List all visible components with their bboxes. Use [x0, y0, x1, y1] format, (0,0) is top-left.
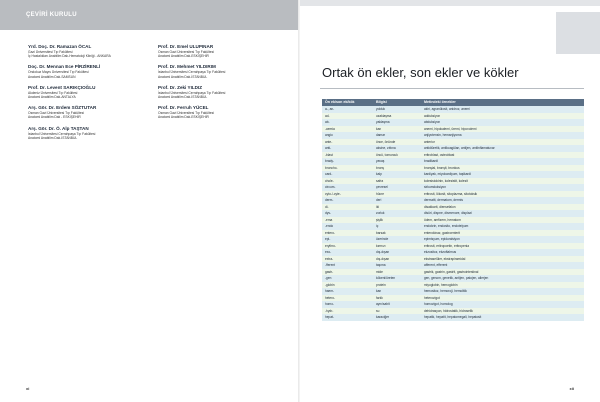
board-member [28, 64, 153, 78]
cell-examples: disüri, dispne, dismenore, displazi [424, 211, 472, 215]
cell-examples: anterior [424, 139, 435, 144]
cell-meaning: aksine, zıttına [376, 146, 396, 150]
corner-tab [556, 12, 600, 54]
cell-affix: card- [325, 172, 333, 176]
board-member [158, 64, 283, 78]
cell-affix: di- [325, 204, 329, 209]
member-affiliation: Anatomi Anabilim Dalı-ANTALYA [28, 95, 76, 100]
cell-meaning: farklı [376, 295, 383, 300]
cell-affix: -hydr- [325, 308, 334, 313]
member-affiliation: İstanbul Üniversitesi Cerrahpaşa Tıp Fakültesi [28, 131, 96, 136]
member-affiliation: Osman Gazi Üniversitesi Tıp Fakültesi [28, 111, 85, 116]
cell-meaning: önce, önünde [376, 139, 396, 144]
cell-affix: homo- [325, 302, 335, 306]
cell-affix: cyto-/-cyte- [325, 191, 341, 196]
cell-examples: epimisyum, epiduralsiyon [424, 237, 460, 241]
cell-meaning: hücre [376, 191, 384, 196]
top-band [300, 0, 600, 6]
board-member [28, 105, 153, 119]
table-header [322, 99, 584, 106]
member-name: Yrd. Doç. Dr. Ramazan ÖCAL [28, 44, 92, 49]
cell-meaning: şişlik [376, 217, 383, 222]
member-affiliation: Osman Gazi Üniversitesi Tıp Fakültesi [158, 50, 215, 54]
cell-meaning: kan [376, 126, 382, 131]
cell-examples: heterozigot [424, 295, 440, 300]
member-name: Prof. Dr. Emel ULUPINAR [158, 44, 214, 49]
cell-examples: disakkarit, diensefalon [424, 204, 456, 209]
cell-meaning: üzerinde [376, 237, 389, 241]
cell-meaning: iki [376, 204, 380, 209]
section-title: Ortak ön ekler, son ekler ve kökler [322, 65, 519, 80]
cell-affix: anti- [325, 146, 332, 150]
member-name: Doç. Dr. Mennan Ece PİRZİRENLİ [28, 64, 101, 70]
member-affiliation: Osman Gazi Üniversitesi Tıp Fakültesi [158, 111, 215, 116]
cell-meaning: karaciğer [376, 315, 390, 319]
member-affiliation: Anatomi Anabilim Dalı-İSTANBUL [158, 74, 208, 79]
member-name: Prof. Dr. Levent SARIKÇIOĞLU [28, 84, 96, 90]
member-affiliation: Anatomi Anabilim Dalı-İSTANBUL [28, 135, 78, 140]
table-body [322, 106, 584, 321]
cell-affix: erythro- [325, 243, 336, 248]
cell-examples: eritrosit, lökosit, sitoplazma, sitotoksik [424, 191, 478, 196]
cell-meaning: kalp [376, 172, 382, 176]
cell-affix: ad- [325, 113, 330, 118]
cell-affix: circum- [325, 185, 336, 189]
cell-examples: antidiüretik, antikoagülan, antijen, antiinflamatuvar [424, 146, 495, 150]
people-column-right [158, 44, 283, 126]
page-number-left: xi [26, 386, 30, 391]
cell-meaning: barsak [376, 230, 386, 235]
cell-meaning: yavaş [376, 159, 385, 163]
member-name: Prof. Dr. Zeki YILDIZ [158, 84, 203, 90]
cell-affix: -fferent [325, 263, 336, 267]
cell-examples: kolesistokinin, kolesistit, kolesit [424, 178, 468, 183]
member-affiliation: Akdeniz Üniversitesi Tıp Fakültesi [28, 90, 78, 95]
cell-examples: eritrosit, eritropoetin, eritropenia [424, 243, 470, 248]
cell-meaning: dış-dışarı [376, 256, 390, 261]
cell-affix: -endo [325, 224, 334, 228]
cell-examples: anemi, hipokalemi, üremi, hipovolemi [424, 126, 477, 131]
cell-examples: ekstraselüler, ekstrapiramidal [424, 256, 466, 261]
cell-examples: anjiyotensin, hemanjiyoma [424, 133, 462, 137]
cell-examples: gen, genom, genetik, antijen, patojen, allerjen [424, 276, 489, 280]
board-member [158, 44, 283, 58]
member-name: Arş. Gör. Dr. Erdem SÖZTUTAR [28, 105, 97, 111]
cell-examples: miyoglobin, hemoglobin [424, 282, 458, 287]
cell-examples: afferent, efferent [424, 263, 448, 267]
cell-examples: eritroblast, osteoblast [424, 152, 455, 157]
cell-affix: exo- [325, 250, 332, 254]
cell-affix: derm- [325, 198, 334, 202]
cell-meaning: damar [376, 133, 386, 137]
cell-affix: -blast [325, 152, 333, 157]
cell-examples: dehidrasyon, hidrostatik, hidroselik [424, 308, 473, 313]
cell-examples: homozigot, homolog [424, 302, 453, 306]
cell-affix: dys- [325, 211, 332, 215]
people-column-left [28, 44, 153, 146]
right-page [300, 0, 600, 402]
header-cell-examples: Metindeki örnekler [424, 100, 456, 104]
member-affiliation: Anatomi Anabilim Dalı-ESKİŞEHİR [158, 115, 209, 120]
member-affiliation: İstanbul Üniversitesi Cerrahpaşa Tıp Fakültesi [158, 70, 226, 75]
cell-affix: extra- [325, 256, 334, 261]
header-title: ÇEVİRİ KURULU [26, 12, 77, 18]
cell-affix: entero- [325, 230, 336, 235]
cell-examples: akiri, agranülosit, anidroz, anemi [424, 107, 470, 111]
cell-meaning: su [376, 308, 380, 313]
cell-examples: dermatit, dermatom, dermis [424, 198, 463, 202]
board-member [158, 85, 283, 99]
cell-meaning: uzaklaşma [376, 113, 392, 118]
cell-examples: bradikardi [424, 159, 438, 163]
cell-meaning: öncü, tomurcuk [376, 152, 398, 157]
member-name: Prof. Dr. Mehmet YILDIRIM [158, 64, 216, 70]
cell-meaning: dış-dışarı [376, 250, 390, 254]
member-affiliation: Anatomi Anabilim Dalı-ESKİŞEHİR [158, 54, 209, 59]
cell-meaning: kırmızı [376, 243, 386, 248]
cell-examples: abduksiyon [424, 120, 441, 124]
member-affiliation: İç Hastalıkları Anabilim Dalı-Hematoloji Kliniği - ANKARA [28, 54, 111, 59]
member-affiliation: İstanbul Üniversitesi Cerrahpaşa Tıp Fakültesi [158, 90, 226, 95]
board-member [158, 105, 283, 119]
board-member [28, 85, 153, 99]
member-affiliation: Anatomi Anabilim Dalı-SAMSUN [28, 74, 76, 79]
cell-examples: hepatik, hepatit, hepatomegali, hepatosit [424, 315, 482, 319]
cell-affix: hetero- [325, 295, 336, 300]
member-name: Arş. Gör. Dr. Ö. Alp TAŞTAN [28, 125, 89, 131]
cell-affix: gastr- [325, 269, 334, 274]
cell-examples: bronşial, bronşit, bronkus [424, 165, 460, 170]
page-number-right: xii [569, 386, 574, 391]
cell-meaning: protein [376, 282, 386, 287]
cell-affix: brady- [325, 159, 335, 163]
cell-affix: hepat- [325, 315, 335, 319]
cell-examples: sirkumduksiyon [424, 185, 446, 189]
cell-affix: a-, an- [325, 107, 335, 111]
cell-examples: ekzositoz, ekzoftalmus [424, 250, 457, 254]
cell-affix: angio [325, 133, 333, 137]
header-bar [0, 0, 300, 30]
cell-examples: ödem, amfizem, hematom [424, 217, 461, 222]
board-member [28, 44, 153, 58]
cell-affix: broncho- [325, 165, 338, 170]
cell-examples: adduksiyon [424, 113, 441, 118]
cell-examples: hemositoz, hemoroji, hemolitik [424, 289, 467, 293]
board-member [28, 126, 153, 140]
cell-meaning: aynı/sabit [376, 302, 390, 306]
cell-meaning: safra [376, 178, 384, 183]
member-affiliation: Anatomi Anabilim Dalı - ESKİŞEHİR [28, 115, 81, 120]
cell-meaning: yaklaşma [376, 120, 390, 124]
header-cell-meaning: Bilgisi [376, 100, 387, 104]
cell-examples: enterokinaz, gastroenterit [424, 230, 460, 235]
cell-meaning: kan [376, 289, 382, 293]
cell-meaning: iç [376, 224, 379, 228]
table-row [322, 314, 584, 321]
cell-affix: -gen [325, 276, 332, 280]
cell-affix: haem- [325, 289, 335, 293]
cell-examples: kardiyak, miyokardiyum, taşikardi [424, 172, 471, 176]
cell-meaning: bronş [376, 165, 384, 170]
member-name: Prof. Dr. Ferruh YÜCEL [158, 105, 209, 111]
cell-meaning: yokluk [376, 107, 386, 111]
cell-affix: -globin [325, 282, 335, 287]
cell-examples: gastrik, gastrin, gastrit, gastrointestinal [424, 269, 479, 274]
cell-meaning: taşıma [376, 263, 386, 267]
member-affiliation: Anatomi Anabilim Dalı-İSTANBUL [158, 95, 208, 100]
member-affiliation: Ondokuz Mayıs Üniversitesi Tıp Fakültesi [28, 70, 89, 75]
cell-affix: -ema [325, 217, 333, 222]
header-cell-affix: Ön ek/son ek/kök [325, 100, 355, 104]
member-affiliation: Gazi Üniversitesi Tıp Fakültesi [28, 50, 73, 54]
cell-affix: -aemia [325, 126, 335, 131]
cell-meaning: kökeni/üreten [376, 276, 396, 280]
cell-meaning: deri [376, 198, 382, 202]
cell-examples: endokrin, endosito, endotelyum [424, 224, 469, 228]
cell-affix: chole- [325, 178, 334, 183]
cell-affix: ante- [325, 139, 333, 144]
cell-meaning: mide [376, 269, 383, 274]
affix-table [322, 99, 584, 321]
cell-affix: ab- [325, 120, 330, 124]
cell-meaning: zorluk [376, 211, 385, 215]
cell-affix: epi- [325, 237, 331, 241]
title-rule [320, 88, 584, 89]
cell-meaning: çevresel [376, 185, 388, 189]
